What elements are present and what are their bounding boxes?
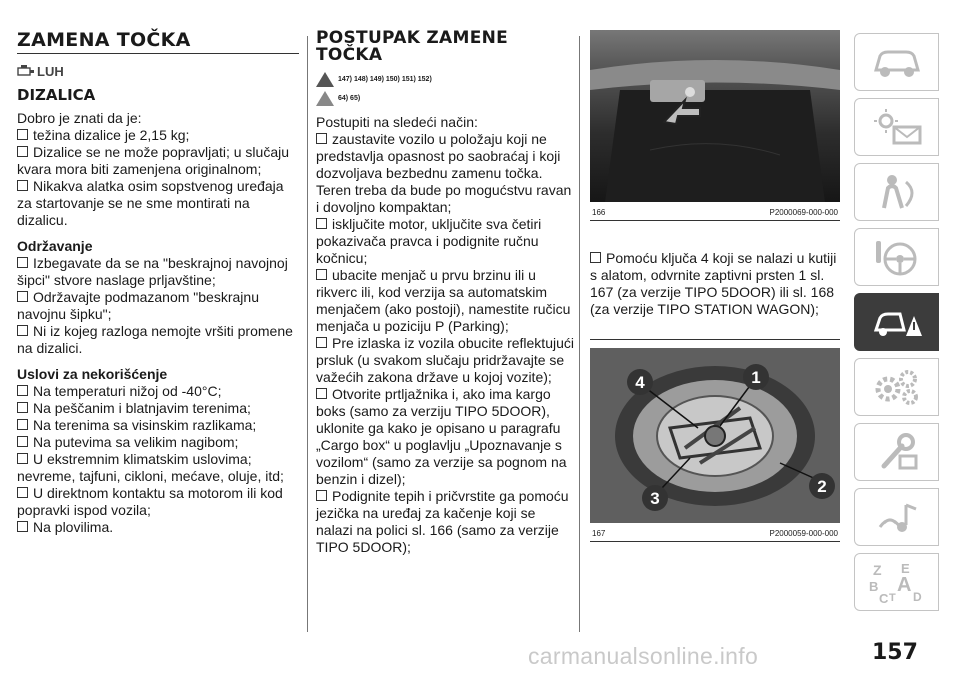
list-item: U ekstremnim klimatskim uslovima; nevreme, tajfuni, cikloni, mećave, oluje, itd; — [17, 451, 299, 485]
tab-emergency[interactable] — [854, 293, 939, 351]
column-jack — [17, 30, 299, 536]
index-icon — [867, 559, 927, 605]
list-item: Ni iz kojeg razloga nemojte vršiti promene na dizalici. — [17, 323, 299, 357]
instruction-text: Pomoću ključa 4 koji se nalazi u kutiji s alatom, odvrnite zaptivni prsten 1 sl. 167 (za verzije TIPO 5DOOR) ili sl. 168 (za verzije TIPO STATION WAGON); — [590, 250, 840, 318]
powertrain-marker — [17, 59, 299, 83]
trunk-illustration — [590, 30, 840, 202]
list-item: Pre izlaska iz vozila obucite reflektujući prsluk (u svakom slučaju pridržavajte se važećih zakona države u kojoj vozite); — [316, 335, 574, 385]
list-item: Podignite tepih i pričvrstite ga pomoću jezička na uređaj za kačenje koji se nalazi na polici sl. 166 (samo za verzije TIPO 5DOOR); — [316, 488, 574, 556]
callout-1 — [743, 364, 769, 390]
steering-wheel-icon — [870, 237, 924, 277]
list-item: Na peščanim i blatnjavim terenima; — [17, 400, 299, 417]
callout-4 — [627, 369, 653, 395]
chapter-tabs — [854, 33, 939, 618]
column-figures — [590, 30, 840, 542]
list-item: zaustavite vozilo u položaju koji ne predstavlja opasnost po saobraćaj i koji dozvoljava bezbednu zamenu točka. Teren treba da bude po mogućstvu ravan i dovoljno kompaktan; — [316, 131, 574, 216]
section-title: ZAMENA TOČKA — [17, 30, 299, 54]
tab-index[interactable] — [854, 553, 939, 611]
trunk-photo — [590, 30, 840, 202]
figure-caption — [590, 202, 840, 221]
svg-text:4: 4 — [635, 373, 645, 392]
warning-triangle-icon — [316, 72, 334, 87]
callout-2 — [809, 473, 835, 499]
tab-specs[interactable] — [854, 423, 939, 481]
intro-text: Dobro je znati da je: — [17, 110, 142, 126]
tab-warning-lights[interactable] — [854, 98, 939, 156]
figure-166 — [590, 30, 840, 221]
watermark: carmanualsonline.info — [528, 643, 759, 669]
svg-text:D: D — [912, 590, 922, 604]
figure-number: 166 — [592, 208, 606, 217]
list-item: U direktnom kontaktu sa motorom ili kod popravki ispod vozila; — [17, 485, 299, 519]
svg-text:A: A — [896, 574, 911, 596]
figure-number: 167 — [592, 529, 606, 538]
list-item: Izbegavate da se na "beskrajnoj navojnoj šipci" stvore naslage prljavštine; — [17, 255, 299, 289]
tab-multimedia[interactable] — [854, 488, 939, 546]
svg-text:1: 1 — [751, 368, 761, 387]
list-item: isključite motor, uključite sva četiri pokazivača pravca i podignite ručnu kočnicu; — [316, 216, 574, 267]
list-item: Na plovilima. — [17, 519, 299, 536]
tab-driving[interactable] — [854, 228, 939, 286]
engine-icon — [17, 64, 35, 78]
svg-text:Z: Z — [872, 562, 882, 578]
heading-maintenance: Održavanje — [17, 238, 93, 254]
svg-text:2: 2 — [817, 477, 827, 496]
column-procedure — [316, 30, 574, 556]
warning-refs — [316, 71, 574, 88]
brand-mark: LUH — [37, 63, 64, 79]
figure-167 — [590, 339, 840, 542]
callout-3 — [642, 485, 668, 511]
car-dashboard-icon — [870, 42, 924, 82]
svg-text:C: C — [878, 591, 888, 605]
figure-code: P2000059-000-000 — [769, 529, 838, 538]
specs-wrench-icon — [870, 432, 924, 472]
list-item: Na terenima sa visinskim razlikama; — [17, 417, 299, 434]
spare-wheel-illustration — [590, 348, 840, 523]
intro-text: Postupiti na sledeći način: — [316, 114, 478, 130]
list-item: Otvorite prtljažnika i, ako ima kargo boks (samo za verziju TIPO 5DOOR), uklonite ga kako je opisano u paragrafu „Cargo box“ u poglavlju „Upoznavanje s vozilom“ (samo za verzije sa pognom na benzin i dizel); — [316, 386, 574, 488]
list-item: Nikakva alatka osim sopstvenog uređaja za startovanje se ne sme montirati na dizalicu. — [17, 178, 299, 229]
spare-wheel-photo — [590, 348, 840, 523]
heading-conditions: Uslovi za nekorišćenje — [17, 366, 168, 382]
caution-triangle-icon — [316, 91, 334, 106]
svg-text:B: B — [868, 579, 878, 594]
svg-text:3: 3 — [650, 489, 660, 508]
svg-text:E: E — [900, 561, 910, 576]
list-item: Održavajte podmazanom "beskrajnu navojnu šipku"; — [17, 289, 299, 323]
list-item: Dizalice se ne može popravljati; u slučaju kvara mora biti zamenjena originalnom; — [17, 144, 299, 178]
page-number: 157 — [872, 640, 918, 665]
subsection-title: DIZALICA — [17, 86, 96, 104]
list-item: ubacite menjač u prvu brzinu ili u rikverc ili, kod verzija sa automatskim menjačem (ako postoji), namestite ručicu menjača u poziciju P (Parking); — [316, 267, 574, 335]
section-title: POSTUPAK ZAMENE TOČKA — [316, 28, 509, 65]
tab-safety[interactable] — [854, 163, 939, 221]
maintenance-gears-icon — [870, 367, 924, 407]
tab-maintenance[interactable] — [854, 358, 939, 416]
column-divider — [579, 36, 580, 632]
list-item: Na temperaturi nižoj od -40°C; — [17, 383, 299, 400]
tab-dashboard[interactable] — [854, 33, 939, 91]
emergency-icon — [870, 302, 924, 342]
warning-ref-text: 147) 148) 149) 150) 151) 152) — [338, 76, 432, 83]
caution-ref-text: 64) 65) — [338, 95, 361, 102]
figure-caption — [590, 523, 840, 542]
figure-code: P2000069-000-000 — [769, 208, 838, 217]
list-item: Na putevima sa velikim nagibom; — [17, 434, 299, 451]
multimedia-icon — [870, 497, 924, 537]
caution-refs — [316, 90, 574, 107]
svg-text:T: T — [888, 592, 896, 604]
warning-lights-icon — [870, 107, 924, 147]
seatbelt-airbag-icon — [870, 172, 924, 212]
list-item: težina dizalice je 2,15 kg; — [17, 127, 299, 144]
column-divider — [307, 36, 308, 632]
